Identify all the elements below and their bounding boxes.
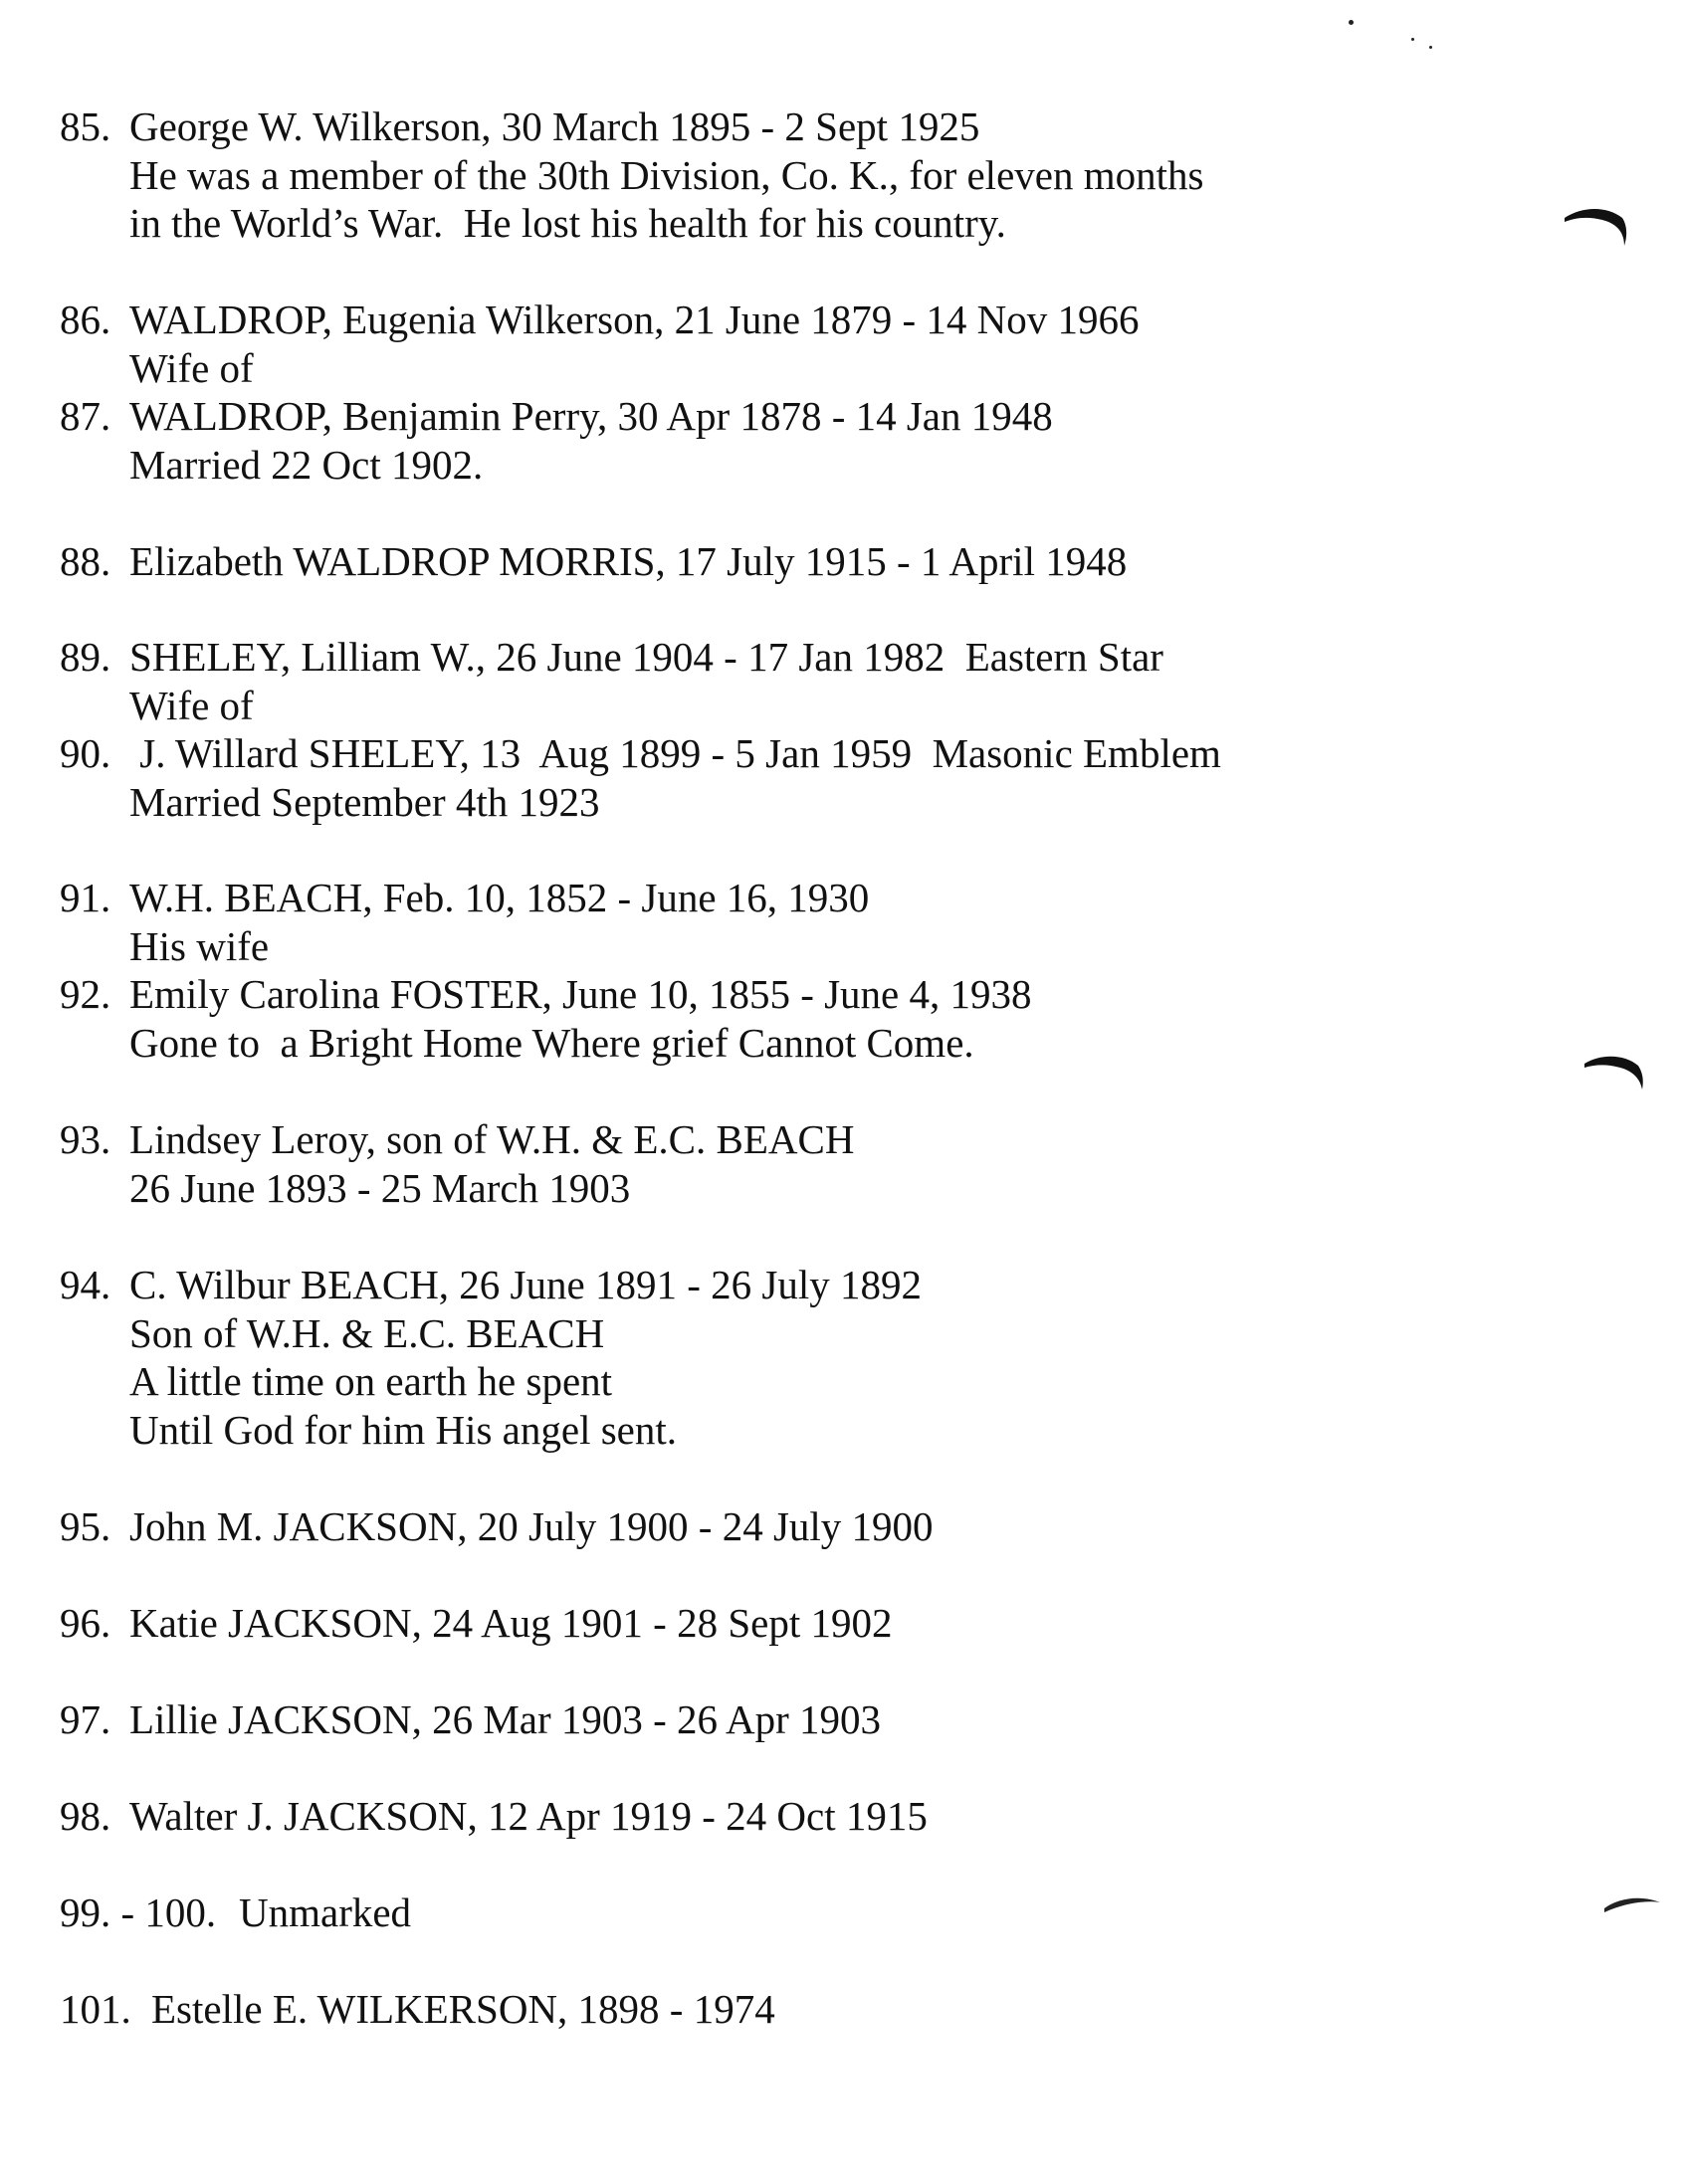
entry-number: 86. (60, 297, 111, 342)
entry-line: He was a member of the 30th Division, Co. K., for eleven months (129, 151, 1204, 198)
entry-line: Wife of (129, 682, 254, 728)
entry-85 (60, 102, 1453, 248)
entry-line: His wife (129, 922, 270, 969)
entry-line: Katie JACKSON, 24 Aug 1901 - 28 Sept 1902 (129, 1600, 893, 1646)
entry-line: Unmarked (239, 1889, 412, 1935)
entry-line: George W. Wilkerson, 30 March 1895 - 2 Sept 1925 (129, 103, 980, 149)
entry-line: John M. JACKSON, 20 July 1900 - 24 July 1900 (129, 1503, 934, 1549)
entry-line: J. Willard SHELEY, 13 Aug 1899 - 5 Jan 1959 Masonic Emblem (129, 730, 1221, 776)
entry-line: C. Wilbur BEACH, 26 June 1891 - 26 July 1892 (129, 1262, 922, 1307)
entry-number: 85. (60, 103, 111, 149)
entry-88 (60, 537, 1453, 586)
entry-90 (60, 729, 1453, 826)
entry-87 (60, 392, 1453, 489)
entry-99-100 (60, 1888, 1453, 1937)
entry-number: 97. (60, 1696, 111, 1742)
entry-line: Lillie JACKSON, 26 Mar 1903 - 26 Apr 1903 (129, 1696, 882, 1742)
entry-number: 89. (60, 634, 111, 680)
entry-line: Son of W.H. & E.C. BEACH (129, 1309, 605, 1356)
entry-86 (60, 296, 1453, 392)
entry-96 (60, 1599, 1453, 1648)
entry-number: 90. (60, 730, 111, 776)
entry-line: Estelle E. WILKERSON, 1898 - 1974 (151, 1986, 775, 2032)
entry-number: 87. (60, 393, 111, 439)
entry-line: Emily Carolina FOSTER, June 10, 1855 - June 4, 1938 (129, 971, 1032, 1017)
scan-speck (1429, 46, 1432, 49)
entry-line: Walter J. JACKSON, 12 Apr 1919 - 24 Oct 1915 (129, 1793, 928, 1839)
entry-number: 88. (60, 538, 111, 584)
entry-92 (60, 970, 1453, 1067)
scan-speck (1411, 38, 1414, 41)
punch-hole-shadow (1582, 1050, 1652, 1095)
entry-94 (60, 1261, 1453, 1454)
entry-number: 99. - 100. (60, 1889, 217, 1935)
entry-number: 95. (60, 1503, 111, 1549)
entry-line: Lindsey Leroy, son of W.H. & E.C. BEACH (129, 1116, 855, 1162)
entry-line: Married September 4th 1923 (129, 778, 600, 825)
entry-number: 93. (60, 1116, 111, 1162)
entry-line: Married 22 Oct 1902. (129, 441, 484, 488)
entry-line: 26 June 1893 - 25 March 1903 (129, 1164, 631, 1211)
punch-hole-shadow (1602, 1890, 1662, 1920)
entry-98 (60, 1792, 1453, 1841)
entry-line: Until God for him His angel sent. (129, 1406, 678, 1453)
entry-89 (60, 633, 1453, 729)
entry-line: A little time on earth he spent (129, 1358, 613, 1404)
entry-line: WALDROP, Eugenia Wilkerson, 21 June 1879 - 14 Nov 1966 (129, 297, 1140, 342)
entry-line: Gone to a Bright Home Where grief Cannot Come. (129, 1019, 974, 1066)
entry-93 (60, 1115, 1453, 1212)
entry-95 (60, 1502, 1453, 1551)
entry-number: 92. (60, 971, 111, 1017)
entry-91 (60, 874, 1453, 970)
entry-number: 91. (60, 875, 111, 920)
entry-line: Wife of (129, 344, 254, 391)
entry-line: WALDROP, Benjamin Perry, 30 Apr 1878 - 14 Jan 1948 (129, 393, 1053, 439)
scan-speck (1349, 20, 1354, 25)
entry-97 (60, 1695, 1453, 1744)
entry-number: 98. (60, 1793, 111, 1839)
entry-line: Elizabeth WALDROP MORRIS, 17 July 1915 - 1 April 1948 (129, 538, 1128, 584)
entry-line: SHELEY, Lilliam W., 26 June 1904 - 17 Jan 1982 Eastern Star (129, 634, 1163, 680)
punch-hole-shadow (1563, 204, 1632, 250)
entry-101 (60, 1985, 1453, 2034)
entry-number: 96. (60, 1600, 111, 1646)
entry-number: 101. (60, 1986, 131, 2032)
entry-number: 94. (60, 1262, 111, 1307)
entry-line: W.H. BEACH, Feb. 10, 1852 - June 16, 1930 (129, 875, 870, 920)
entry-line: in the World’s War. He lost his health for his country. (129, 200, 1006, 246)
